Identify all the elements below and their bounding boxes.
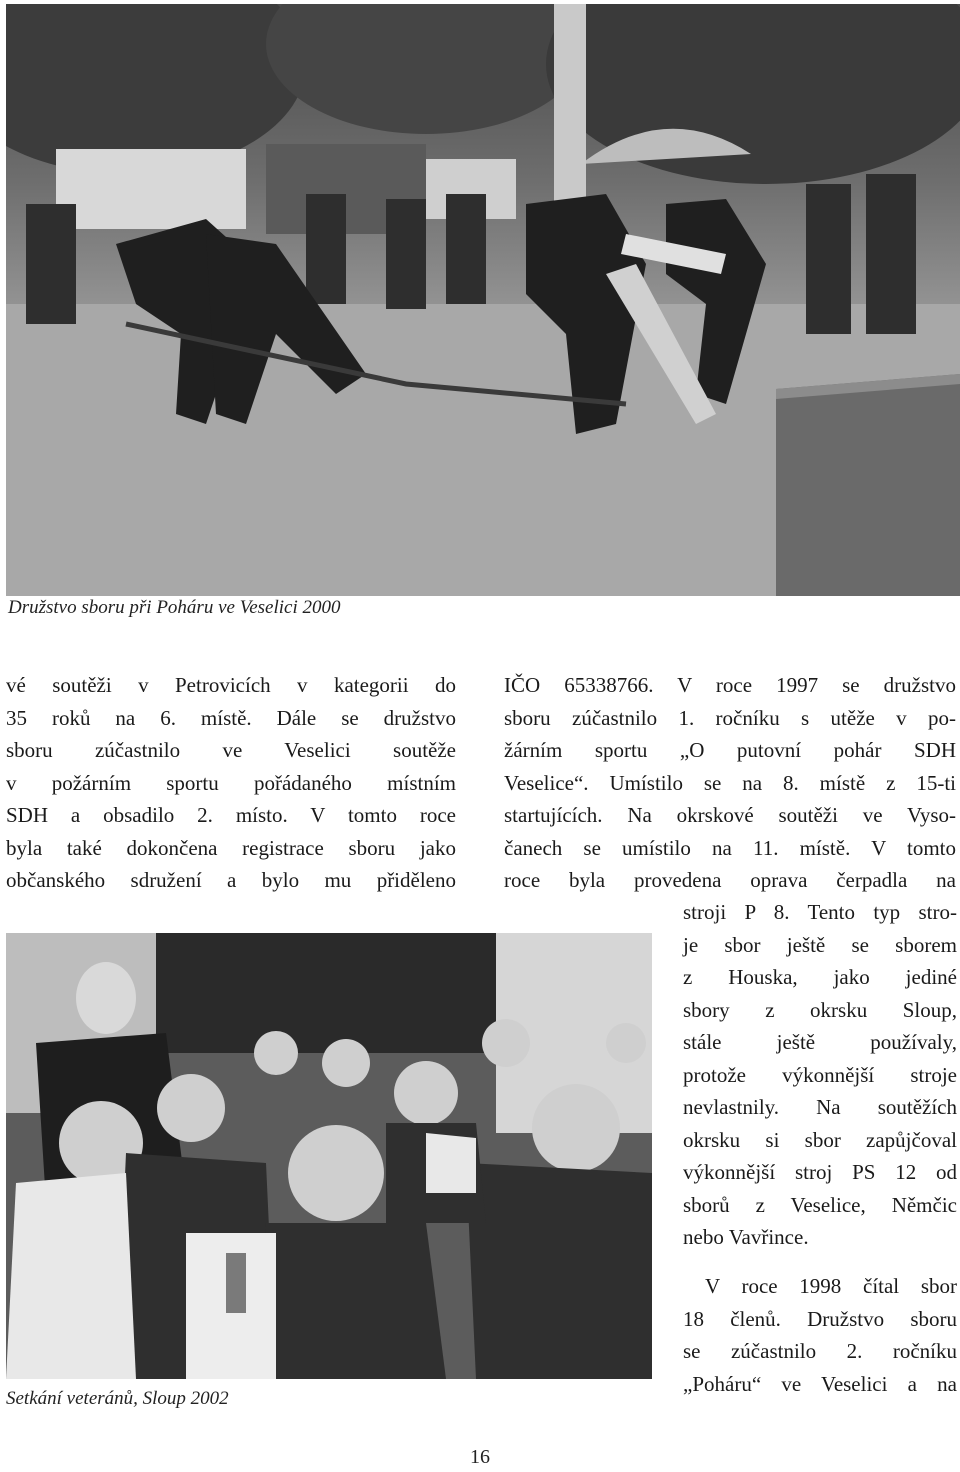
left-column — [6, 669, 456, 897]
text-line: „Poháru“ ve Veselici a na — [683, 1371, 957, 1396]
text-line: vé soutěži v Petrovicích v kategorii do — [6, 673, 456, 697]
text-line: sboru zúčastnilo ve Veselici soutěže — [6, 738, 456, 762]
photo-fire-team-caption: Družstvo sboru při Poháru ve Veselici 2000 — [8, 597, 341, 618]
text-line: sboru zúčastnilo 1. ročníku s utěže v po- — [504, 705, 956, 730]
photo-veterans-meeting — [6, 933, 652, 1379]
text-line: V roce 1998 čítal sbor — [705, 1274, 957, 1298]
text-line: čanech se umístilo na 11. místě. V tomto — [504, 835, 956, 860]
text-line: občanského sdružení a bylo mu přiděleno — [6, 868, 456, 892]
text-line: Veselice“. Umístilo se na 8. místě z 15-ti — [504, 770, 956, 795]
text-line: žárním sportu „O putovní pohár SDH — [504, 738, 956, 762]
text-line: okrsku si sbor zapůjčoval — [683, 1127, 957, 1152]
right-column-narrow — [683, 896, 957, 1254]
text-line: je sbor ještě se sborem — [683, 932, 957, 957]
text-line: sbory z okrsku Sloup, — [683, 997, 957, 1022]
text-line: startujících. Na okrskové soutěži ve Vyso- — [504, 803, 956, 827]
text-line: se zúčastnilo 2. ročníku — [683, 1339, 957, 1363]
right-column-wide — [504, 669, 956, 897]
text-line: výkonnější stroj PS 12 od — [683, 1160, 957, 1184]
text-line: byla také dokončena registrace sboru jako — [6, 835, 456, 860]
text-line: 18 členů. Družstvo sboru — [683, 1306, 957, 1331]
text-line: stále ještě používaly, — [683, 1030, 957, 1054]
text-line: sborů z Veselice, Němčic — [683, 1192, 957, 1217]
text-line: nevlastnily. Na soutěžích — [683, 1095, 957, 1119]
text-line: v požárním sportu pořádaného místním — [6, 770, 456, 795]
text-line: SDH a obsadilo 2. místo. V tomto roce — [6, 803, 456, 827]
right-column-paragraph-2 — [683, 1270, 957, 1400]
text-line: IČO 65338766. V roce 1997 se družstvo — [504, 673, 956, 697]
page-number: 16 — [470, 1446, 490, 1468]
photo-fire-team — [6, 4, 960, 596]
photo-fire-team-image — [6, 4, 960, 596]
text-line: stroji P 8. Tento typ stro- — [683, 900, 957, 924]
text-line: 35 roků na 6. místě. Dále se družstvo — [6, 705, 456, 730]
text-line: nebo Vavřince. — [683, 1225, 809, 1249]
text-line: z Houska, jako jediné — [683, 965, 957, 989]
text-line: protože výkonnější stroje — [683, 1062, 957, 1087]
photo-veterans-meeting-image — [6, 933, 652, 1379]
photo-veterans-caption: Setkání veteránů, Sloup 2002 — [6, 1388, 229, 1409]
text-line: roce byla provedena oprava čerpadla na — [504, 868, 956, 892]
